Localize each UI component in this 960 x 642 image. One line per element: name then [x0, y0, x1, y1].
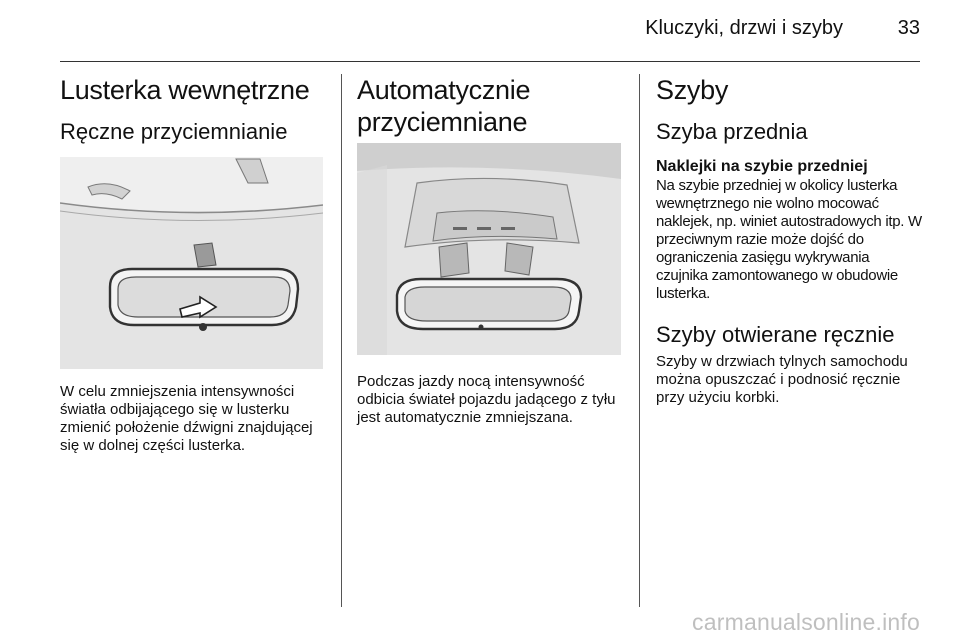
page-number: 33 — [897, 17, 920, 39]
header-rule — [60, 61, 920, 62]
subsection-body: Na szybie przedniej w okolicy lusterka wewnętrznego nie wolno mocować naklejek, np. winiet autostradowych itp. W przeciwnym razie może dojść do ograniczenia zasięgu wykrywania czujnika zamontowanego w obudowie lusterka. — [656, 177, 922, 302]
section-heading: Automatycznie przyciemniane — [357, 75, 531, 137]
column-mirrors-manual — [60, 74, 326, 455]
watermark: carmanualsonline.info — [692, 609, 920, 635]
section-body-2: Szyby w drzwiach tylnych samochodu można opuszczać i podnosić ręcznie przy użyciu korbki. — [656, 353, 908, 406]
section-body: Podczas jazdy nocą intensywność odbicia świateł pojazdu jadącego z tyłu jest automatycznie zmniejszana. — [357, 373, 616, 426]
column-divider — [639, 74, 640, 607]
subsection-heading: Ręczne przyciemnianie — [60, 119, 288, 144]
section-heading-2: Szyby otwierane ręcznie — [656, 322, 895, 347]
subsection-title: Naklejki na szybie przedniej — [656, 158, 868, 175]
section-heading: Lusterka wewnętrzne — [60, 75, 310, 105]
auto-mirror-figure — [357, 143, 621, 355]
manual-mirror-figure — [60, 157, 323, 369]
running-header-title: Kluczyki, drzwi i szyby — [645, 17, 843, 39]
section-body: W celu zmniejszenia intensywności światła odbijającego się w lusterku zmienić położenie dźwigni znajdującej się w dolnej części lusterka. — [60, 383, 313, 454]
section-heading: Szyby — [656, 75, 729, 105]
column-mirrors-auto — [357, 74, 625, 427]
column-divider — [341, 74, 342, 607]
column-windows — [656, 74, 924, 407]
subsection-heading: Szyba przednia — [656, 119, 808, 144]
